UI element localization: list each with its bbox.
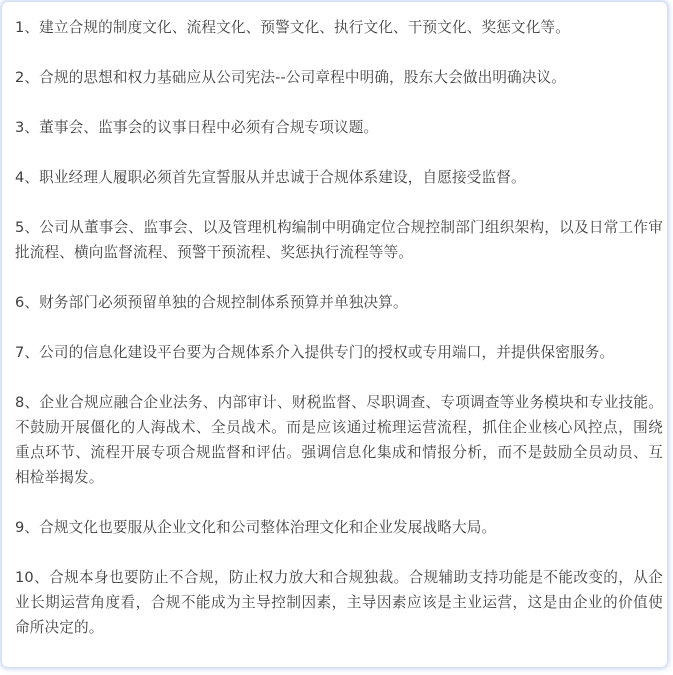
paragraph-1: 1、建立合规的制度文化、流程文化、预警文化、执行文化、干预文化、奖惩文化等。 [15, 19, 570, 36]
paragraph-5: 5、公司从董事会、监事会、以及管理机构编制中明确定位合规控制部门组织架构，以及日常工作审批流程、横向监督流程、预警干预流程、奖惩执行流程等等。 [15, 219, 663, 261]
paragraph-3: 3、董事会、监事会的议事日程中必须有合规专项议题。 [15, 119, 379, 136]
paragraph-6: 6、财务部门必须预留单独的合规控制体系预算并单独决算。 [15, 294, 408, 311]
article-card [2, 2, 667, 667]
article-body [15, 15, 663, 640]
paragraph-4: 4、职业经理人履职必须首先宣誓服从并忠诚于合规体系建设，自愿接受监督。 [15, 169, 526, 186]
paragraph-10: 10、合规本身也要防止不合规，防止权力放大和合规独裁。合规辅助支持功能是不能改变的，从企业长期运营角度看，合规不能成为主导控制因素，主导因素应该是主业运营，这是由企业的价值使命所决定的。 [15, 569, 663, 636]
paragraph-8: 8、企业合规应融合企业法务、内部审计、财税监督、尽职调查、专项调查等业务模块和专业技能。不鼓励开展僵化的人海战术、全员战术。而是应该通过梳理运营流程，抓住企业核心风控点，围绕重点环节、流程开展专项合规监督和评估。强调信息化集成和情报分析，而不是鼓励全员动员、互相检举揭发。 [15, 394, 663, 486]
paragraph-2: 2、合规的思想和权力基础应从公司宪法--公司章程中明确，股东大会做出明确决议。 [15, 69, 567, 86]
paragraph-9: 9、合规文化也要服从企业文化和公司整体治理文化和企业发展战略大局。 [15, 519, 497, 536]
paragraph-7: 7、公司的信息化建设平台要为合规体系介入提供专门的授权或专用端口，并提供保密服务。 [15, 344, 615, 361]
